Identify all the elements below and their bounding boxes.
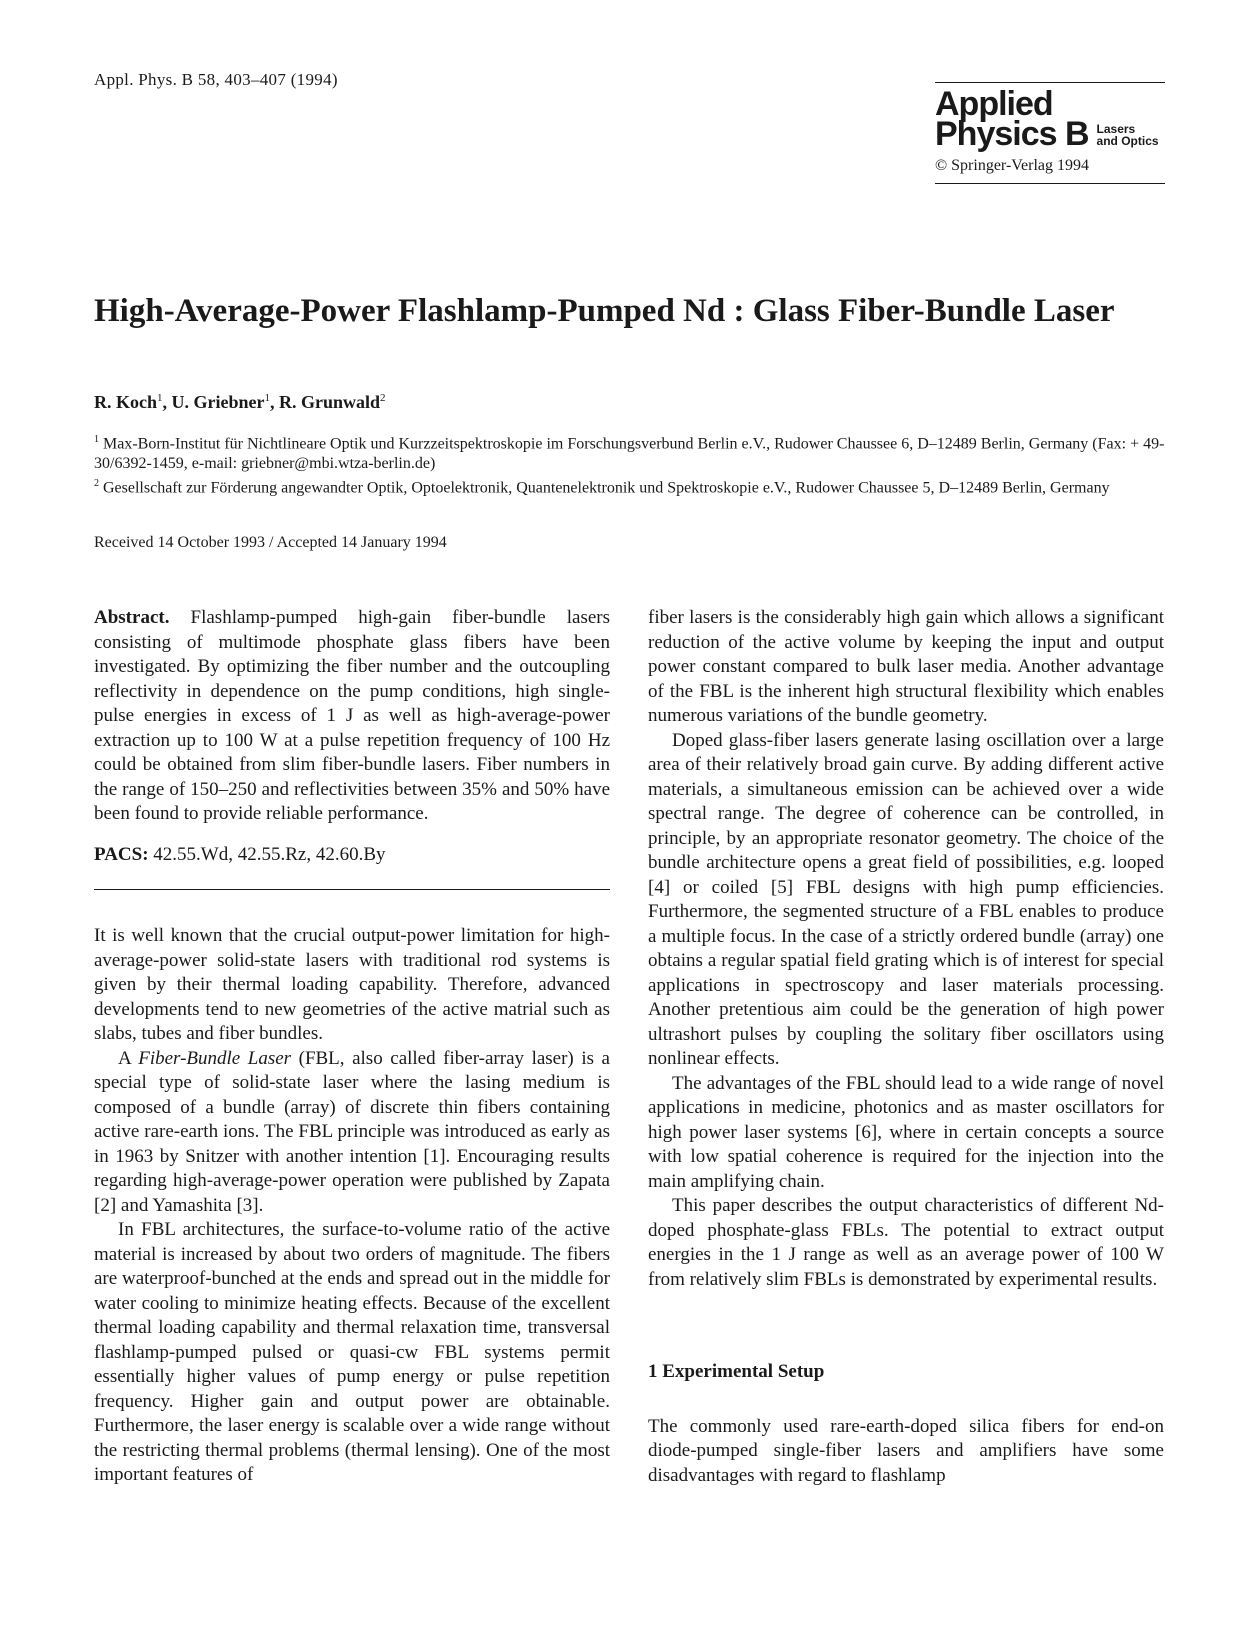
body-paragraph: It is well known that the crucial output-power limitation for high-average-power solid-state lasers with traditional rod systems is given by their thermal loading capability. Therefore, advanced developments tend to new geometries of the active matrial such as slabs, tubes and fiber bundles. (94, 925, 610, 1044)
author-affil-mark: 2 (380, 392, 386, 404)
author-name: R. Grunwald (278, 392, 381, 412)
author-list: R. Koch$^1$, U. Griebner$^1$, R. Grunwald$^2$ (94, 392, 386, 412)
paper-title: High-Average-Power Flashlamp-Pumped Nd : Glass Fiber-Bundle Laser (94, 293, 1115, 329)
abstract (94, 606, 610, 827)
author-affil-mark: 1 (157, 392, 163, 404)
right-column (648, 606, 1164, 1488)
abstract-text: Flashlamp-pumped high-gain fiber-bundle lasers consisting of multimode phosphate glass fibers have been investigated. By optimizing the fiber number and the outcoupling reflectivity in dependence on the pump conditions, high single-pulse energies in excess of 1 J as well as high-average-power extraction up to 100 W at a pulse repetition frequency of 100 Hz could be obtained from slim fiber-bundle lasers. Fiber numbers in the range of 150–250 and reflectivities between 35% and 50% have been found to provide reliable performance. (94, 607, 610, 824)
body-paragraph: The advantages of the FBL should lead to a wide range of novel applications in medicine, photonics and as master oscillators for high power laser systems [6], where in certain concepts a source with low spatial coherence is required for the injection into the main amplifying chain. (648, 1072, 1164, 1192)
body-paragraph: This paper describes the output characteristics of different Nd-doped phosphate-glass FBLs. The potential to extract output energies in the 1 J range as well as an average power of 100 W from relatively slim FBLs is demonstrated by experimental results. (648, 1195, 1164, 1290)
affiliations (94, 430, 1174, 499)
affiliation-mark: 2 (94, 478, 99, 490)
pacs-label: PACS: (94, 843, 149, 865)
journal-logo (935, 82, 1165, 184)
section-heading: 1 Experimental Setup (648, 1361, 825, 1382)
body-paragraph: A Fiber-Bundle Laser (FBL, also called fiber-array laser) is a special type of solid-state laser where the lasing medium is composed of a bundle (array) of discrete thin fibers containing active rare-earth ions. The FBL principle was introduced as early as in 1963 by Snitzer with another intention [1]. Encouraging results regarding high-average-power operation were published by Zapata [2] and Yamashita [3]. (94, 1047, 610, 1216)
body-paragraph: fiber lasers is the considerably high gain which allows a significant reduction of the active volume by keeping the input and output power constant compared to bulk laser media. Another advantage of the FBL is the inherent high structural flexibility which enables numerous variations of the bundle geometry. (648, 607, 1164, 726)
journal-name-line2: Physics B (935, 115, 1089, 153)
pacs-codes: 42.55.Wd, 42.55.Rz, 42.60.By (153, 843, 386, 865)
abstract-divider (94, 889, 610, 890)
journal-subtitle-line2: and Optics (1096, 134, 1159, 148)
author-name: U. Griebner (171, 392, 265, 412)
journal-subtitle (1097, 123, 1159, 149)
journal-subtitle-line1: Lasers (1096, 122, 1136, 136)
received-accepted-dates: Received 14 October 1993 / Accepted 14 January 1994 (94, 534, 447, 551)
body-paragraph: The commonly used rare-earth-doped silica fibers for end-on diode-pumped single-fiber lasers and amplifiers have some disadvantages with regard to flashlamp (648, 1415, 1164, 1486)
pacs (94, 843, 610, 868)
body-paragraph: Doped glass-fiber lasers generate lasing oscillation over a large area of their relatively broad gain curve. By adding different active materials, a simultaneous emission can be achieved over a wide spectral range. The degree of coherence can be controlled, in principle, by an appropriate resonator geometry. The choice of the bundle architecture opens a great field of possibilities, e.g. looped [4] or coiled [5] FBL designs with high pump efficiencies. Furthermore, the segmented structure of a FBL enables to produce a multiple focus. In the case of a strictly ordered bundle (array) one obtains a regular spatial field grating which is of interest for special applications in spectroscopy and laser materials processing. Another pretentious aim could be the generation of high power ultrashort pulses by coupling the solitary fiber oscillators using nonlinear effects. (648, 729, 1164, 1069)
journal-name-line1: Applied (935, 85, 1053, 123)
left-column (94, 606, 610, 1488)
affiliation (94, 474, 1174, 498)
affiliation-mark: 1 (94, 434, 99, 445)
abstract-label: Abstract. (94, 607, 170, 628)
affiliation-text: Gesellschaft zur Förderung angewandter Optik, Optoelektronik, Quantenelektronik und Spektroskopie e.V., Rudower Chaussee 5, D–12489 Berlin, Germany (103, 479, 1110, 497)
journal-citation: Appl. Phys. B 58, 403–407 (1994) (94, 70, 338, 89)
affiliation-text: Max-Born-Institut für Nichtlineare Optik und Kurzzeitspektroskopie im Forschungsverbund Berlin e.V., Rudower Chaussee 6, D–12489 Berlin, Germany (Fax: + 49-30/6392-1459, e-mail: griebner@mbi.wtza-berlin.de) (94, 435, 1165, 473)
body-paragraph: In FBL architectures, the surface-to-volume ratio of the active material is increased by about two orders of magnitude. The fibers are waterproof-bunched at the ends and spread out in the middle for water cooling to minimize heating effects. Because of the excellent thermal loading capability and thermal relaxation time, transversal flashlamp-pumped pulsed or quasi-cw FBL systems permit essentially higher values of pump energy or pulse repetition frequency. Higher gain and output power are obtainable. Furthermore, the laser energy is scalable over a wide range without the restricting thermal problems (thermal lensing). One of the most important features of (94, 1219, 610, 1485)
author-name: R. Koch (94, 392, 157, 412)
author-affil-mark: 1 (264, 392, 270, 404)
term-emphasis: Fiber-Bundle Laser (138, 1047, 292, 1069)
publisher-copyright: © Springer-Verlag 1994 (935, 157, 1090, 174)
affiliation (94, 430, 1174, 474)
